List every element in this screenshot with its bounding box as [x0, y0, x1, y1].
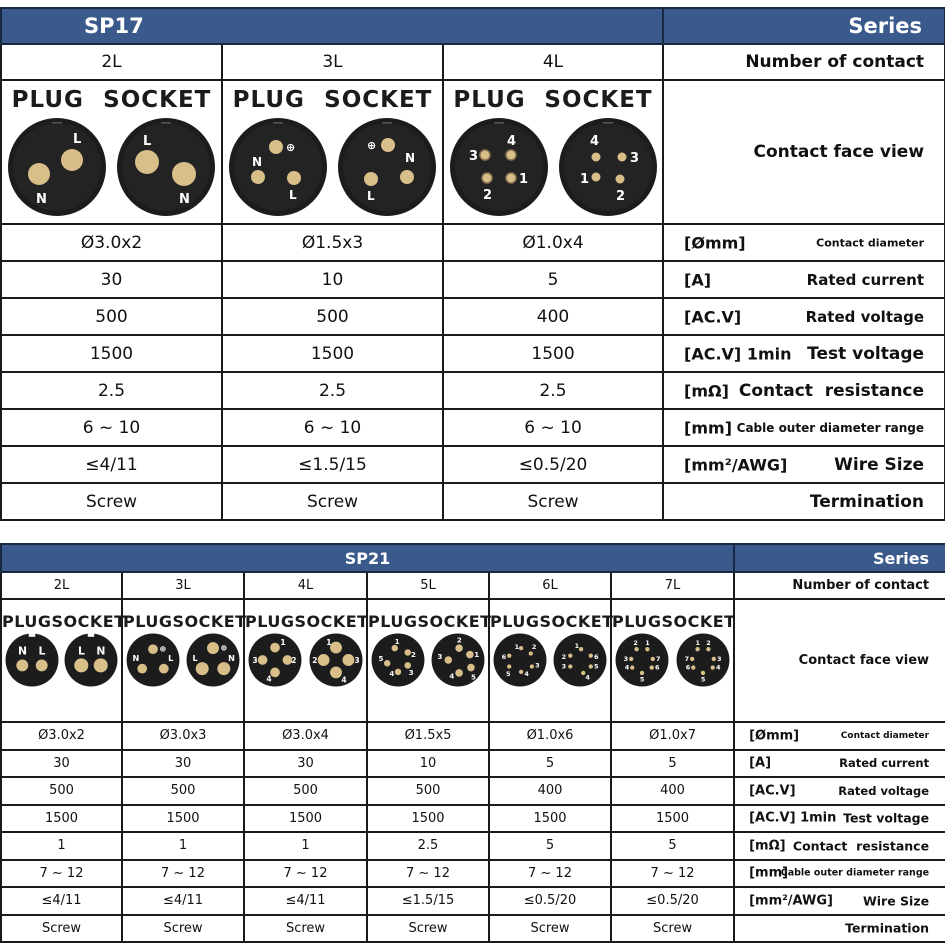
param-label: Cable outer diameter range	[780, 867, 930, 879]
cell: 5	[489, 832, 611, 860]
sp17-row-contact-resistance	[1, 372, 945, 409]
param-label: Termination	[845, 920, 930, 936]
svg-text:2: 2	[456, 635, 462, 645]
row-label	[663, 261, 945, 298]
svg-text:4: 4	[589, 134, 599, 149]
svg-text:1: 1	[518, 172, 528, 187]
cell: Screw	[1, 483, 222, 520]
param-label: Cable outer diameter range	[736, 420, 925, 435]
row-label	[734, 805, 945, 833]
svg-text:5: 5	[505, 670, 511, 679]
plug-label: PLUG	[453, 87, 526, 113]
row-label	[663, 298, 945, 335]
cell: 1500	[489, 805, 611, 833]
cell: 1	[122, 832, 244, 860]
sp21-header-row	[1, 544, 945, 572]
sp21-col-3l: 3L	[122, 572, 244, 599]
row-label	[663, 446, 945, 483]
svg-text:1: 1	[514, 643, 520, 652]
cell: 1500	[611, 805, 734, 833]
svg-text:N: N	[17, 644, 27, 658]
svg-text:6: 6	[655, 663, 660, 672]
sp17-series-label: Series	[663, 8, 945, 44]
cell: ≤0.5/20	[489, 887, 611, 915]
svg-text:1: 1	[695, 638, 700, 647]
param-label: Contact resistance	[792, 838, 930, 854]
param-label: Rated voltage	[805, 307, 925, 326]
svg-text:4: 4	[266, 674, 272, 684]
plug-label: PLUG	[2, 612, 52, 631]
cell: 6 ~ 10	[1, 409, 222, 446]
sp21-col-6l: 6L	[489, 572, 611, 599]
cell: Screw	[122, 915, 244, 943]
cell: 5	[443, 261, 663, 298]
svg-text:L: L	[168, 653, 174, 664]
svg-text:3: 3	[437, 651, 443, 661]
cell: 7 ~ 12	[489, 860, 611, 888]
row-label	[734, 777, 945, 805]
socket-label: SOCKET	[103, 87, 212, 113]
cell: Ø3.0x2	[1, 224, 222, 261]
plug-3pin-face-icon	[126, 633, 180, 687]
sp17-face-4l	[443, 80, 663, 224]
sp21-title: SP21	[1, 544, 734, 572]
sp21-face-3l	[122, 599, 247, 722]
unit-label: [mm²/AWG]	[684, 455, 788, 474]
sp21-spec-table	[0, 543, 945, 943]
param-label: Rated voltage	[838, 783, 930, 798]
cell: 2.5	[443, 372, 663, 409]
svg-text:N: N	[228, 653, 235, 664]
sp17-row-rated-current	[1, 261, 945, 298]
cell: ≤0.5/20	[443, 446, 663, 483]
cell: 1500	[1, 335, 222, 372]
sp17-spec-table	[0, 7, 945, 521]
svg-text:5: 5	[700, 675, 706, 684]
sp17-row-termination	[1, 483, 945, 520]
sp17-row-contact-diameter	[1, 224, 945, 261]
svg-text:5: 5	[594, 662, 599, 671]
svg-text:3: 3	[535, 661, 540, 670]
unit-label: [AC.V]	[684, 307, 742, 326]
cell: 2.5	[367, 832, 489, 860]
cell: Ø1.0x6	[489, 722, 611, 750]
unit-label: [A]	[749, 755, 772, 771]
cell: 7 ~ 12	[122, 860, 244, 888]
cell: Ø1.0x7	[611, 722, 734, 750]
sp21-contact-face-row	[1, 599, 945, 722]
cell: Screw	[222, 483, 443, 520]
sp17-row-rated-voltage	[1, 298, 945, 335]
sp17-row-test-voltage	[1, 335, 945, 372]
sp21-face-7l	[611, 599, 734, 722]
svg-text:5: 5	[470, 672, 476, 682]
cell: 7 ~ 12	[1, 860, 122, 888]
svg-text:N: N	[179, 192, 191, 207]
cell: Ø1.0x4	[443, 224, 663, 261]
svg-text:1: 1	[280, 637, 286, 647]
cell: ≤1.5/15	[367, 887, 489, 915]
plug-7pin-face-icon	[615, 633, 669, 687]
row-label	[734, 915, 945, 943]
cell: Screw	[443, 483, 663, 520]
cell: 400	[611, 777, 734, 805]
sp17-face-2l	[1, 80, 222, 224]
svg-text:L: L	[367, 189, 375, 203]
sp21-face-4l	[244, 599, 367, 722]
cell: 1	[244, 832, 367, 860]
cell: 500	[1, 298, 222, 335]
socket-label: SOCKET	[661, 612, 736, 631]
sp17-contact-face-row	[1, 80, 945, 224]
row-label	[663, 335, 945, 372]
cell: 2.5	[1, 372, 222, 409]
param-label: Test voltage	[843, 810, 930, 826]
param-label: Wire Size	[834, 454, 925, 475]
svg-text:N: N	[251, 155, 262, 169]
plug-label: PLUG	[490, 612, 540, 631]
svg-text:N: N	[405, 151, 416, 165]
sp17-number-of-contact-label: Number of contact	[663, 44, 945, 80]
cell: 5	[489, 750, 611, 778]
svg-text:3: 3	[629, 151, 639, 166]
svg-text:⊕: ⊕	[285, 141, 295, 154]
cell: 500	[122, 777, 244, 805]
svg-text:6: 6	[501, 652, 507, 661]
unit-label: [mm]	[749, 865, 789, 881]
cell: Screw	[367, 915, 489, 943]
svg-text:1: 1	[394, 636, 400, 646]
svg-text:1: 1	[326, 637, 332, 647]
unit-label: [AC.V] 1min	[684, 344, 792, 363]
svg-text:3: 3	[252, 656, 258, 666]
sp21-face-2l	[1, 599, 126, 722]
unit-label: [A]	[684, 270, 712, 289]
svg-text:5: 5	[378, 654, 384, 664]
sp21-col-4l: 4L	[244, 572, 367, 599]
socket-4pin-face-icon	[558, 117, 658, 217]
plug-label: PLUG	[245, 612, 295, 631]
sp21-col-5l: 5L	[367, 572, 489, 599]
svg-text:N: N	[35, 192, 47, 207]
svg-text:3: 3	[623, 655, 629, 664]
sp21-col-2l: 2L	[1, 572, 122, 599]
svg-text:7: 7	[684, 655, 689, 664]
svg-text:4: 4	[506, 134, 516, 149]
row-label	[663, 224, 945, 261]
cell: 1500	[367, 805, 489, 833]
sp21-row-termination	[1, 915, 945, 943]
plug-4pin-face-icon	[248, 633, 302, 687]
svg-text:2: 2	[531, 643, 537, 652]
svg-text:1: 1	[574, 642, 580, 651]
svg-text:3: 3	[354, 656, 360, 666]
cell: 30	[122, 750, 244, 778]
unit-label: [AC.V] 1min	[749, 810, 837, 826]
plug-3pin-face-icon	[228, 117, 328, 217]
cell: 400	[489, 777, 611, 805]
socket-7pin-face-icon	[676, 633, 730, 687]
socket-2pin-face-icon	[64, 633, 118, 687]
svg-text:L: L	[143, 134, 152, 149]
socket-3pin-face-icon	[186, 633, 240, 687]
socket-label: SOCKET	[417, 612, 492, 631]
sp17-contact-face-view-label: Contact face view	[663, 80, 945, 224]
socket-label: SOCKET	[172, 612, 247, 631]
sp21-row-wire-size	[1, 887, 945, 915]
cell: 7 ~ 12	[244, 860, 367, 888]
socket-4pin-face-icon	[309, 633, 363, 687]
sp21-col-7l: 7L	[611, 572, 734, 599]
cell: Screw	[611, 915, 734, 943]
socket-5pin-face-icon	[431, 633, 485, 687]
svg-text:2: 2	[706, 638, 711, 647]
svg-text:2: 2	[633, 638, 639, 647]
plug-5pin-face-icon	[371, 633, 425, 687]
plug-4pin-face-icon	[449, 117, 549, 217]
svg-text:4: 4	[624, 663, 630, 672]
sp21-row-contact-diameter	[1, 722, 945, 750]
unit-label: [mm²/AWG]	[749, 893, 833, 909]
cell: 400	[443, 298, 663, 335]
svg-text:⊕: ⊕	[159, 643, 167, 654]
sp17-header-row	[1, 8, 945, 44]
socket-label: SOCKET	[294, 612, 369, 631]
sp17-col-2l: 2L	[1, 44, 222, 80]
cell: ≤4/11	[244, 887, 367, 915]
plug-2pin-face-icon	[5, 633, 59, 687]
svg-text:N: N	[132, 653, 140, 664]
socket-label: SOCKET	[539, 612, 614, 631]
cell: 1500	[122, 805, 244, 833]
param-label: Rated current	[806, 270, 925, 289]
unit-label: [AC.V]	[749, 783, 796, 799]
svg-text:2: 2	[410, 649, 416, 659]
sp21-face-6l	[489, 599, 614, 722]
svg-text:4: 4	[585, 673, 590, 682]
svg-text:4: 4	[341, 675, 347, 685]
cell: 6 ~ 10	[222, 409, 443, 446]
unit-label: [mm]	[684, 418, 732, 437]
unit-label: [mΩ]	[684, 381, 729, 400]
svg-text:6: 6	[594, 652, 599, 661]
svg-text:4: 4	[715, 663, 721, 672]
plug-label: PLUG	[612, 612, 662, 631]
row-label	[734, 860, 945, 888]
socket-label: SOCKET	[51, 612, 126, 631]
sp17-face-3l	[222, 80, 443, 224]
cell: ≤1.5/15	[222, 446, 443, 483]
sp21-contact-count-row	[1, 572, 945, 599]
sp17-row-wire-size	[1, 446, 945, 483]
cell: Screw	[489, 915, 611, 943]
cell: 10	[367, 750, 489, 778]
cell: 7 ~ 12	[611, 860, 734, 888]
cell: 500	[1, 777, 122, 805]
param-label: Contact resistance	[738, 380, 925, 401]
svg-text:⊕: ⊕	[367, 139, 377, 152]
row-label	[663, 372, 945, 409]
sp17-col-3l: 3L	[222, 44, 443, 80]
plug-label: PLUG	[232, 87, 305, 113]
svg-text:2: 2	[615, 189, 625, 204]
cell: 5	[611, 832, 734, 860]
cell: 1500	[222, 335, 443, 372]
cell: 30	[244, 750, 367, 778]
row-label	[734, 887, 945, 915]
svg-text:2: 2	[561, 652, 567, 661]
param-label: Test voltage	[807, 343, 925, 364]
svg-text:5: 5	[640, 675, 645, 684]
svg-text:3: 3	[716, 655, 722, 664]
cell: 30	[1, 750, 122, 778]
row-label	[663, 483, 945, 520]
cell: 2.5	[222, 372, 443, 409]
cell: 5	[611, 750, 734, 778]
sp21-contact-face-view-label: Contact face view	[734, 599, 945, 722]
svg-text:L: L	[288, 188, 297, 202]
svg-text:2: 2	[311, 656, 318, 666]
unit-label: [mΩ]	[749, 838, 786, 854]
svg-text:L: L	[72, 132, 82, 147]
sp21-row-contact-resistance	[1, 832, 945, 860]
row-label	[663, 409, 945, 446]
socket-label: SOCKET	[544, 87, 653, 113]
svg-text:L: L	[192, 653, 198, 664]
cell: Ø1.5x3	[222, 224, 443, 261]
socket-3pin-face-icon	[337, 117, 437, 217]
svg-text:2: 2	[291, 656, 297, 666]
cell: ≤4/11	[122, 887, 244, 915]
cell: 6 ~ 10	[443, 409, 663, 446]
cell: 1500	[244, 805, 367, 833]
param-label: Rated current	[839, 756, 930, 771]
plug-label: PLUG	[11, 87, 84, 113]
cell: 1500	[443, 335, 663, 372]
param-label: Contact diameter	[816, 236, 925, 249]
cell: Ø1.5x5	[367, 722, 489, 750]
sp17-contact-count-row	[1, 44, 945, 80]
unit-label: [Ømm]	[684, 233, 746, 252]
cell: Ø3.0x4	[244, 722, 367, 750]
cell: ≤4/11	[1, 887, 122, 915]
plug-2pin-face-icon	[7, 117, 107, 217]
cell: 1500	[1, 805, 122, 833]
svg-text:6: 6	[685, 663, 691, 672]
svg-text:3: 3	[408, 668, 414, 678]
cell: 30	[1, 261, 222, 298]
socket-label: SOCKET	[324, 87, 433, 113]
cell: Ø3.0x2	[1, 722, 122, 750]
svg-text:N: N	[96, 644, 106, 658]
cell: 500	[367, 777, 489, 805]
cell: 500	[222, 298, 443, 335]
plug-6pin-face-icon	[493, 633, 547, 687]
svg-text:4: 4	[389, 669, 395, 679]
row-label	[734, 832, 945, 860]
svg-text:7: 7	[656, 655, 661, 664]
sp21-series-label: Series	[734, 544, 945, 572]
sp21-row-rated-current	[1, 750, 945, 778]
svg-text:1: 1	[579, 172, 589, 187]
sp21-row-test-voltage	[1, 805, 945, 833]
svg-text:4: 4	[449, 671, 455, 681]
svg-text:3: 3	[561, 662, 567, 671]
sp21-number-of-contact-label: Number of contact	[734, 572, 945, 599]
unit-label: [Ømm]	[749, 728, 800, 744]
svg-text:4: 4	[524, 670, 529, 679]
cell: Screw	[1, 915, 122, 943]
svg-text:⊕: ⊕	[220, 642, 228, 653]
cell: ≤0.5/20	[611, 887, 734, 915]
svg-text:2: 2	[482, 188, 492, 203]
cell: Screw	[244, 915, 367, 943]
sp21-row-cable-diameter	[1, 860, 945, 888]
sp17-col-4l: 4L	[443, 44, 663, 80]
row-label	[734, 722, 945, 750]
plug-label: PLUG	[368, 612, 418, 631]
cell: 500	[244, 777, 367, 805]
param-label: Termination	[809, 491, 925, 512]
svg-text:L: L	[78, 644, 86, 658]
plug-label: PLUG	[123, 612, 173, 631]
svg-text:1: 1	[474, 649, 480, 659]
sp17-row-cable-diameter	[1, 409, 945, 446]
cell: 7 ~ 12	[367, 860, 489, 888]
row-label	[734, 750, 945, 778]
socket-2pin-face-icon	[116, 117, 216, 217]
svg-text:1: 1	[645, 638, 651, 647]
cell: 1	[1, 832, 122, 860]
param-label: Contact diameter	[840, 730, 930, 741]
cell: Ø3.0x3	[122, 722, 244, 750]
cell: ≤4/11	[1, 446, 222, 483]
param-label: Wire Size	[862, 893, 930, 909]
socket-6pin-face-icon	[553, 633, 607, 687]
svg-text:L: L	[38, 644, 46, 658]
sp17-title: SP17	[1, 8, 663, 44]
svg-text:3: 3	[468, 149, 478, 164]
sp21-row-rated-voltage	[1, 777, 945, 805]
cell: 10	[222, 261, 443, 298]
sp21-face-5l	[367, 599, 492, 722]
